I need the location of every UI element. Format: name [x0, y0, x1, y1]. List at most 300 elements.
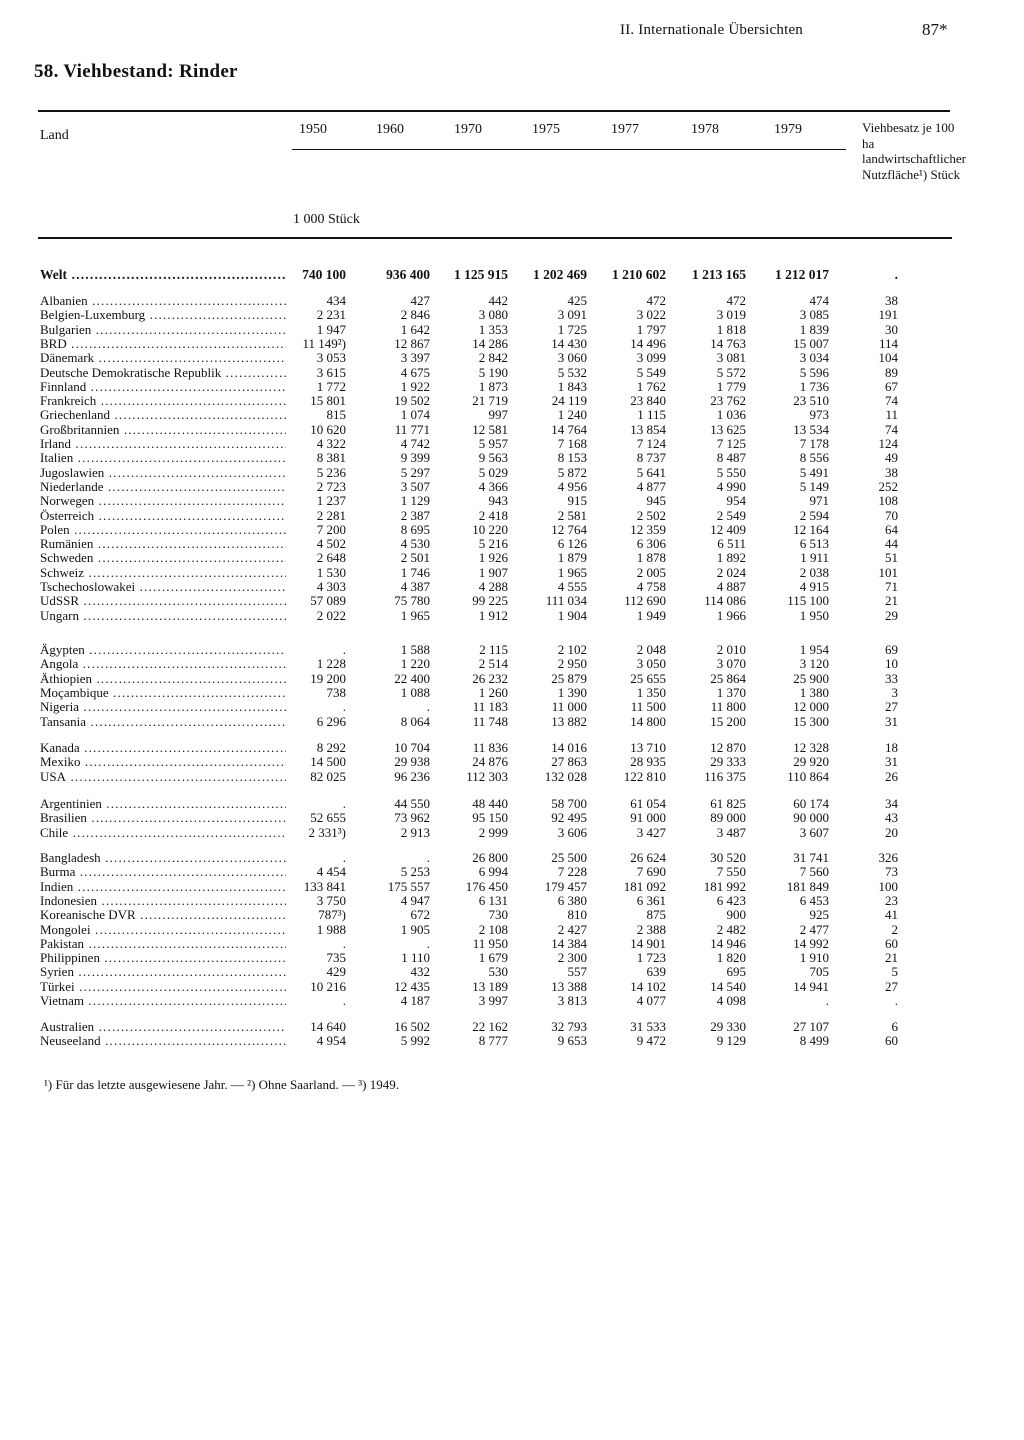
value-cell: 3 034: [799, 350, 829, 366]
density-cell: 27: [885, 699, 898, 715]
value-cell: 10 216: [310, 978, 346, 994]
value-cell: .: [426, 935, 430, 951]
value-cell: 6 423: [716, 892, 746, 908]
table-row: [0, 741, 1024, 755]
value-cell: 2 502: [636, 507, 666, 523]
value-cell: 3 997: [478, 993, 508, 1008]
table-row: [0, 466, 1024, 480]
value-cell: 705: [809, 964, 829, 980]
value-cell: 1 818: [716, 321, 746, 337]
value-cell: 21 719: [472, 393, 508, 409]
value-cell: 2 501: [400, 550, 430, 566]
value-cell: 2 581: [557, 507, 587, 523]
value-cell: 425: [567, 293, 587, 308]
density-cell: 38: [885, 293, 898, 308]
value-cell: 1 679: [478, 950, 508, 966]
density-cell: 89: [885, 364, 898, 380]
value-cell: 4 303: [316, 579, 346, 594]
table-row: [0, 851, 1024, 865]
value-cell: 1 965: [400, 607, 430, 623]
top-rule: [38, 110, 950, 112]
value-cell: 24 119: [551, 393, 587, 409]
unit-label: 1 000 Stück: [293, 212, 360, 227]
value-cell: 23 510: [793, 393, 829, 409]
value-cell: 6 511: [717, 536, 746, 552]
value-cell: 427: [410, 293, 430, 308]
column-header-land: Land: [40, 128, 69, 143]
table-row: [0, 965, 1024, 979]
value-cell: 14 430: [551, 335, 587, 351]
density-cell: 43: [885, 810, 898, 826]
value-cell: 116 375: [704, 768, 746, 784]
value-cell: 4 877: [636, 478, 666, 494]
value-cell: 27 863: [551, 754, 587, 770]
value-cell: 2 549: [716, 507, 746, 523]
value-cell: 1 212 017: [775, 267, 829, 282]
table-row: [0, 366, 1024, 380]
table-row: [0, 480, 1024, 494]
value-cell: .: [342, 850, 346, 865]
value-cell: 75 780: [394, 593, 430, 609]
value-cell: 815: [326, 407, 346, 423]
density-cell: 191: [878, 307, 898, 323]
density-cell: 71: [885, 579, 898, 594]
table-row: [0, 337, 1024, 351]
density-cell: 114: [878, 335, 898, 351]
value-cell: 25 864: [710, 670, 746, 686]
value-cell: 2 482: [716, 921, 746, 937]
value-cell: 25 500: [551, 850, 587, 865]
value-cell: 13 534: [793, 421, 829, 437]
table-row: [0, 951, 1024, 965]
density-cell: 74: [885, 421, 898, 437]
value-cell: 1 797: [636, 321, 666, 337]
table-row: [0, 594, 1024, 608]
value-cell: 2 418: [478, 507, 508, 523]
value-cell: 14 640: [310, 1019, 346, 1034]
value-cell: 22 162: [472, 1019, 508, 1034]
country-name: Burma .....: [40, 865, 286, 879]
value-cell: 432: [410, 964, 430, 980]
value-cell: 13 882: [551, 713, 587, 729]
density-cell: 326: [878, 850, 898, 865]
country-name: Äthiopien .....: [40, 672, 286, 686]
value-cell: 91 000: [630, 810, 666, 826]
table-row: [0, 937, 1024, 951]
value-cell: 2 281: [316, 507, 346, 523]
table-row: [0, 672, 1024, 686]
value-cell: 1 905: [400, 921, 430, 937]
value-cell: 936 400: [386, 267, 430, 282]
density-cell: 30: [885, 321, 898, 337]
value-cell: 7 550: [716, 864, 746, 880]
value-cell: 1 843: [557, 378, 587, 394]
value-cell: 1 260: [478, 684, 508, 700]
table-row: [0, 509, 1024, 523]
value-cell: 1 904: [557, 607, 587, 623]
country-name: Mongolei .....: [40, 923, 286, 937]
value-cell: 32 793: [551, 1019, 587, 1034]
value-cell: 3 607: [799, 824, 829, 840]
value-cell: 19 502: [394, 393, 430, 409]
country-name: Nigeria .....: [40, 700, 286, 714]
value-cell: 5 253: [400, 864, 430, 880]
value-cell: 12 764: [551, 521, 587, 537]
value-cell: 61 054: [630, 796, 666, 811]
value-cell: 14 946: [710, 935, 746, 951]
value-cell: 1 762: [636, 378, 666, 394]
value-cell: .: [342, 935, 346, 951]
value-cell: 58 700: [551, 796, 587, 811]
value-cell: 4 366: [478, 478, 508, 494]
value-cell: 29 938: [394, 754, 430, 770]
table-row: [0, 894, 1024, 908]
value-cell: 3 487: [716, 824, 746, 840]
value-cell: 7 168: [557, 436, 587, 451]
value-cell: 735: [326, 950, 346, 966]
country-name: Österreich .....: [40, 509, 286, 523]
density-cell: 26: [885, 768, 898, 784]
country-name: Syrien .....: [40, 965, 286, 979]
value-cell: 1 892: [716, 550, 746, 566]
table-row: [0, 1020, 1024, 1034]
table-row: [0, 700, 1024, 714]
page-number: 87*: [922, 20, 948, 39]
value-cell: 12 581: [472, 421, 508, 437]
value-cell: 26 800: [472, 850, 508, 865]
value-cell: 11 149²): [302, 335, 346, 351]
density-cell: 20: [885, 824, 898, 840]
value-cell: 176 450: [465, 878, 508, 894]
value-cell: 810: [567, 907, 587, 923]
value-cell: 7 200: [316, 521, 346, 537]
value-cell: 11 183: [472, 699, 508, 715]
value-cell: 474: [809, 293, 829, 308]
value-cell: 1 878: [636, 550, 666, 566]
density-cell: 38: [885, 464, 898, 480]
value-cell: 695: [726, 964, 746, 980]
value-cell: 23 762: [710, 393, 746, 409]
country-name: Moçambique .....: [40, 686, 286, 700]
country-name: Jugoslawien .....: [40, 466, 286, 480]
value-cell: 925: [809, 907, 829, 923]
density-cell: 44: [885, 536, 898, 552]
value-cell: 8 153: [557, 450, 587, 466]
value-cell: 429: [326, 964, 346, 980]
value-cell: 1 954: [799, 642, 829, 657]
country-name: Kanada .....: [40, 741, 286, 755]
density-cell: 6: [891, 1019, 898, 1034]
value-cell: 9 399: [400, 450, 430, 466]
value-cell: 1 353: [478, 321, 508, 337]
value-cell: 2 842: [478, 350, 508, 366]
table-row-total: [0, 268, 1024, 282]
value-cell: 945: [646, 493, 666, 509]
value-cell: 730: [488, 907, 508, 923]
value-cell: 5 491: [799, 464, 829, 480]
value-cell: 8 487: [716, 450, 746, 466]
column-header-density: Viehbesatz je 100 ha landwirtschaftlicher Nutzfläche¹) Stück: [862, 120, 966, 182]
density-cell: 73: [885, 864, 898, 880]
value-cell: 1 926: [478, 550, 508, 566]
value-cell: 997: [488, 407, 508, 423]
unit-rule: [292, 149, 846, 150]
value-cell: 3 022: [636, 307, 666, 323]
country-name: Bangladesh .....: [40, 851, 286, 865]
value-cell: 1 588: [400, 642, 430, 657]
value-cell: 15 300: [793, 713, 829, 729]
value-cell: 11 836: [472, 740, 508, 755]
density-cell: 69: [885, 642, 898, 657]
country-name: Angola .....: [40, 657, 286, 671]
value-cell: 112 690: [624, 593, 666, 609]
value-cell: 1 907: [478, 564, 508, 580]
value-cell: 4 077: [636, 993, 666, 1008]
value-cell: 31 533: [630, 1019, 666, 1034]
value-cell: 6 306: [636, 536, 666, 552]
country-name: Indien .....: [40, 880, 286, 894]
country-name: BRD .....: [40, 337, 286, 351]
value-cell: 1 912: [478, 607, 508, 623]
country-name: Schweden .....: [40, 551, 286, 565]
value-cell: 3 050: [636, 656, 666, 672]
value-cell: 24 876: [472, 754, 508, 770]
density-cell: 70: [885, 507, 898, 523]
value-cell: 1 820: [716, 950, 746, 966]
density-cell: 67: [885, 378, 898, 394]
value-cell: 1 228: [316, 656, 346, 672]
value-cell: 1 873: [478, 378, 508, 394]
value-cell: 8 064: [400, 713, 430, 729]
value-cell: 1 240: [557, 407, 587, 423]
value-cell: 10 220: [472, 521, 508, 537]
table-row: [0, 566, 1024, 580]
value-cell: 30 520: [710, 850, 746, 865]
value-cell: 4 990: [716, 478, 746, 494]
country-name: Italien .....: [40, 451, 286, 465]
value-cell: 15 801: [310, 393, 346, 409]
country-name: USA .....: [40, 770, 286, 784]
value-cell: 4 530: [400, 536, 430, 552]
value-cell: 3 615: [316, 364, 346, 380]
value-cell: 5 190: [478, 364, 508, 380]
value-cell: 3 081: [716, 350, 746, 366]
value-cell: 740 100: [302, 267, 346, 282]
table-row: [0, 980, 1024, 994]
value-cell: 2 231: [316, 307, 346, 323]
value-cell: 8 737: [636, 450, 666, 466]
country-name: Tansania .....: [40, 715, 286, 729]
table-row: [0, 657, 1024, 671]
value-cell: 11 500: [630, 699, 666, 715]
value-cell: 1 910: [799, 950, 829, 966]
value-cell: 44 550: [394, 796, 430, 811]
country-name: Pakistan .....: [40, 937, 286, 951]
value-cell: 900: [726, 907, 746, 923]
table-title: 58. Viehbestand: Rinder: [34, 61, 238, 82]
value-cell: 179 457: [544, 878, 587, 894]
value-cell: 28 935: [630, 754, 666, 770]
value-cell: 12 164: [793, 521, 829, 537]
density-cell: 23: [885, 892, 898, 908]
value-cell: 1 202 469: [533, 267, 587, 282]
value-cell: 5 550: [716, 464, 746, 480]
value-cell: 1 947: [316, 321, 346, 337]
value-cell: 3 019: [716, 307, 746, 323]
value-cell: 14 102: [630, 978, 666, 994]
value-cell: 2 010: [716, 642, 746, 657]
table-row: [0, 826, 1024, 840]
density-cell: 31: [885, 754, 898, 770]
value-cell: 133 841: [303, 878, 346, 894]
value-cell: .: [342, 642, 346, 657]
value-cell: 4 887: [716, 579, 746, 594]
value-cell: 14 540: [710, 978, 746, 994]
density-cell: 33: [885, 670, 898, 686]
value-cell: 6 380: [557, 892, 587, 908]
value-cell: 5 216: [478, 536, 508, 552]
value-cell: 6 361: [636, 892, 666, 908]
value-cell: 1 950: [799, 607, 829, 623]
table-row: [0, 423, 1024, 437]
table-row: [0, 797, 1024, 811]
density-cell: 31: [885, 713, 898, 729]
value-cell: 4 956: [557, 478, 587, 494]
value-cell: 787³): [318, 907, 346, 923]
table-row: [0, 580, 1024, 594]
value-cell: 3 813: [557, 993, 587, 1008]
value-cell: 7 178: [799, 436, 829, 451]
table-row: [0, 523, 1024, 537]
value-cell: 2 648: [316, 550, 346, 566]
density-cell: 10: [885, 656, 898, 672]
value-cell: 4 742: [400, 436, 430, 451]
value-cell: 89 000: [710, 810, 746, 826]
country-name: Australien .....: [40, 1020, 286, 1034]
value-cell: 971: [809, 493, 829, 509]
value-cell: 1 088: [400, 684, 430, 700]
country-name: Polen .....: [40, 523, 286, 537]
value-cell: .: [426, 699, 430, 715]
country-name: Argentinien .....: [40, 797, 286, 811]
value-cell: 3 070: [716, 656, 746, 672]
value-cell: 12 867: [394, 335, 430, 351]
value-cell: 6 513: [799, 536, 829, 552]
value-cell: 3 427: [636, 824, 666, 840]
value-cell: 115 100: [787, 593, 829, 609]
value-cell: 12 409: [710, 521, 746, 537]
country-name: Griechenland .....: [40, 408, 286, 422]
value-cell: 7 690: [636, 864, 666, 880]
density-cell: 34: [885, 796, 898, 811]
country-name: Vietnam .....: [40, 994, 286, 1008]
value-cell: 2 950: [557, 656, 587, 672]
value-cell: 6 453: [799, 892, 829, 908]
footnote: ¹) Für das letzte ausgewiesene Jahr. — ²) Ohne Saarland. — ³) 1949.: [44, 1077, 400, 1092]
value-cell: 29 920: [793, 754, 829, 770]
value-cell: 2 999: [478, 824, 508, 840]
value-cell: 4 954: [316, 1033, 346, 1049]
value-cell: 1 074: [400, 407, 430, 423]
value-cell: 2 038: [799, 564, 829, 580]
density-cell: 74: [885, 393, 898, 409]
value-cell: 4 555: [557, 579, 587, 594]
value-cell: 1 390: [557, 684, 587, 700]
value-cell: 2 388: [636, 921, 666, 937]
value-cell: 2 427: [557, 921, 587, 937]
table-row: [0, 294, 1024, 308]
value-cell: 3 606: [557, 824, 587, 840]
value-cell: 5 297: [400, 464, 430, 480]
density-cell: 29: [885, 607, 898, 623]
country-name: Frankreich .....: [40, 394, 286, 408]
value-cell: 7 124: [636, 436, 666, 451]
value-cell: 5 641: [636, 464, 666, 480]
value-cell: 2 594: [799, 507, 829, 523]
value-cell: 11 800: [710, 699, 746, 715]
value-cell: 1 350: [636, 684, 666, 700]
value-cell: 8 381: [316, 450, 346, 466]
value-cell: 1 129: [400, 493, 430, 509]
value-cell: 4 947: [400, 892, 430, 908]
country-name: Mexiko .....: [40, 755, 286, 769]
value-cell: 943: [488, 493, 508, 509]
value-cell: 1 911: [800, 550, 829, 566]
value-cell: 4 387: [400, 579, 430, 594]
country-name: Ägypten .....: [40, 643, 286, 657]
column-header-year: 1977: [611, 122, 639, 137]
value-cell: 95 150: [472, 810, 508, 826]
value-cell: 110 864: [787, 768, 829, 784]
density-cell: 2: [891, 921, 898, 937]
density-cell: 49: [885, 450, 898, 466]
value-cell: 29 333: [710, 754, 746, 770]
value-cell: 5 029: [478, 464, 508, 480]
value-cell: 9 653: [557, 1033, 587, 1049]
value-cell: 52 655: [310, 810, 346, 826]
country-name: Tschechoslowakei .....: [40, 580, 286, 594]
value-cell: 114 086: [704, 593, 746, 609]
value-cell: 1 772: [316, 378, 346, 394]
value-cell: 973: [809, 407, 829, 423]
table-row: [0, 880, 1024, 894]
value-cell: 1 237: [316, 493, 346, 509]
density-cell: 3: [891, 684, 898, 700]
value-cell: 14 764: [551, 421, 587, 437]
density-cell: 104: [878, 350, 898, 366]
value-cell: 5 149: [799, 478, 829, 494]
value-cell: 1 125 915: [454, 267, 508, 282]
value-cell: 1 723: [636, 950, 666, 966]
value-cell: 112 303: [466, 768, 508, 784]
value-cell: 4 098: [716, 993, 746, 1008]
value-cell: 12 870: [710, 740, 746, 755]
value-cell: 2 024: [716, 564, 746, 580]
table-row: [0, 770, 1024, 784]
running-header-section: II. Internationale Übersichten: [620, 22, 804, 38]
value-cell: 3 507: [400, 478, 430, 494]
value-cell: 13 854: [630, 421, 666, 437]
value-cell: 6 296: [316, 713, 346, 729]
density-cell: 51: [885, 550, 898, 566]
column-header-year: 1975: [532, 122, 560, 137]
value-cell: 181 992: [703, 878, 746, 894]
country-name: Neuseeland .....: [40, 1034, 286, 1048]
value-cell: 96 236: [394, 768, 430, 784]
value-cell: 12 435: [394, 978, 430, 994]
value-cell: 1 210 602: [612, 267, 666, 282]
value-cell: 1 213 165: [692, 267, 746, 282]
